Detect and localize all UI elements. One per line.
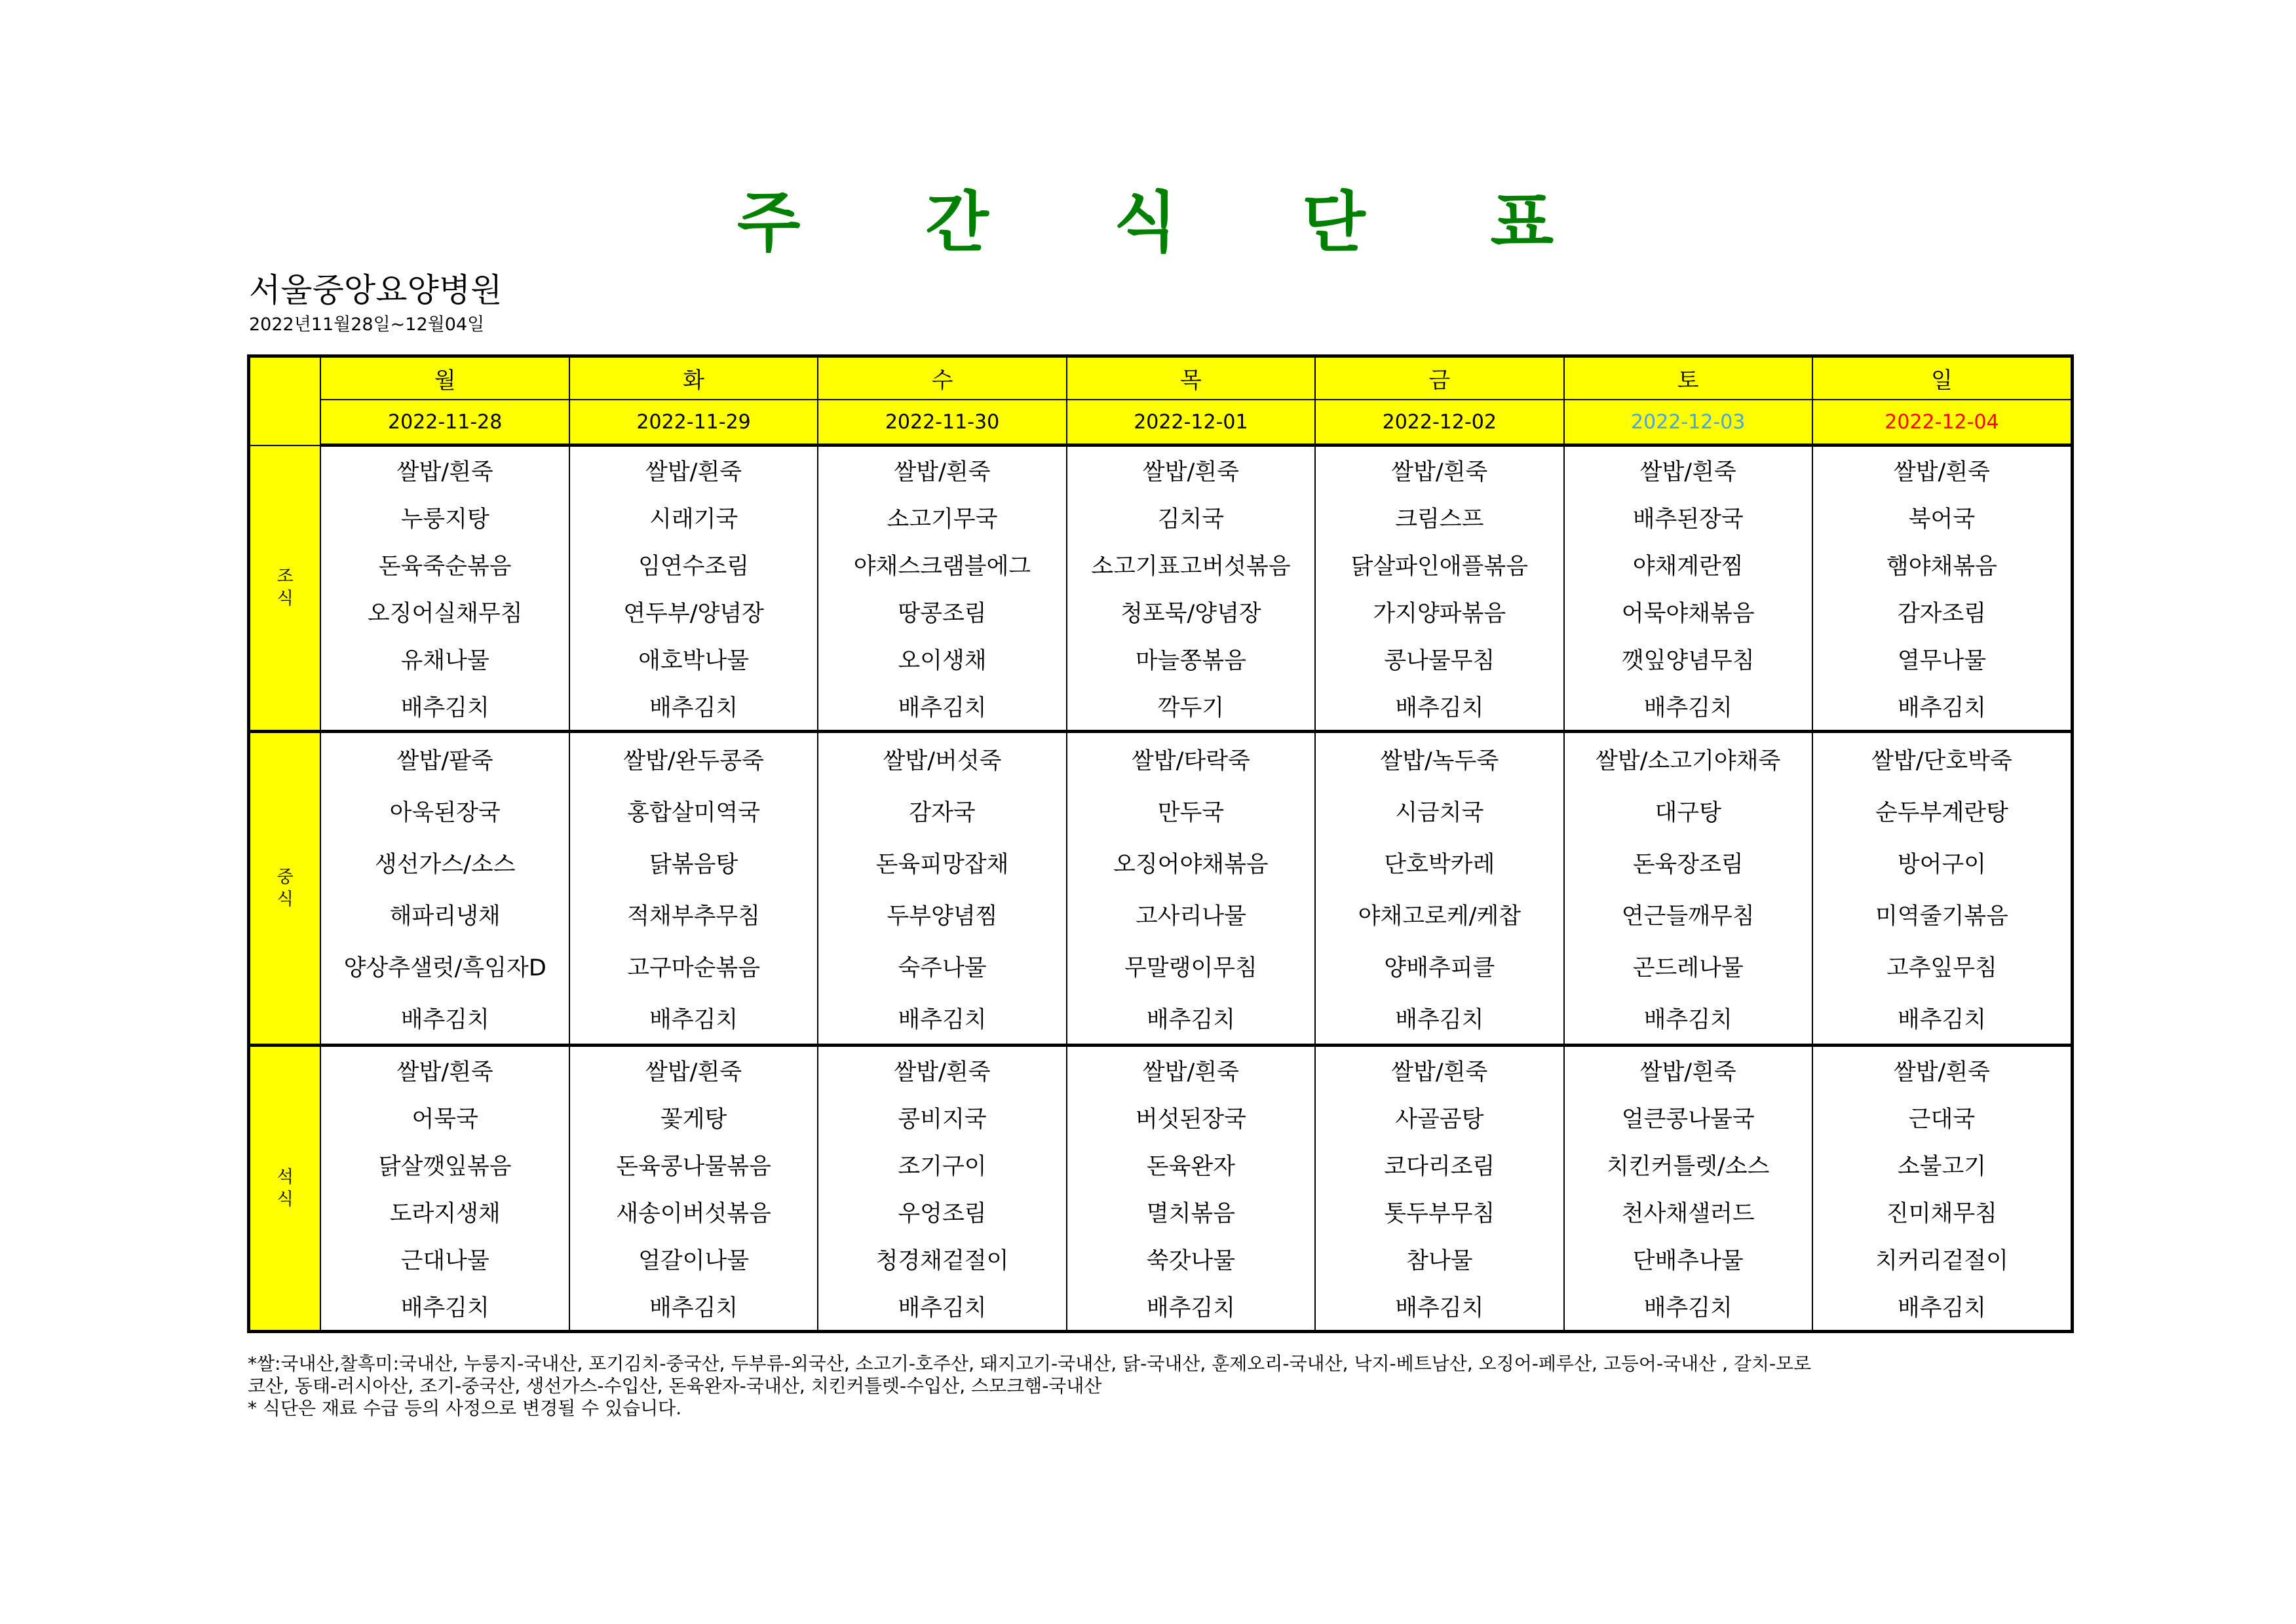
- breakfast-dish-thu: 마늘쫑볶음: [1067, 635, 1315, 683]
- change-disclaimer: * 식단은 재료 수급 등의 사정으로 변경될 수 있습니다.: [248, 1397, 682, 1419]
- dinner-dish-thu: 쌀밥/흰죽: [1067, 1046, 1315, 1095]
- breakfast-dish-fri: 크림스프: [1315, 494, 1563, 541]
- breakfast-dish-mon: 오징어실채무침: [320, 588, 569, 635]
- breakfast-dish-sat: 깻잎양념무침: [1564, 635, 1812, 683]
- dinner-label-char: 석: [277, 1167, 294, 1187]
- dinner-dish-wed: 콩비지국: [818, 1094, 1066, 1141]
- lunch-dish-sun: 배추김치: [1812, 992, 2073, 1046]
- dinner-dish-sun: 소불고기: [1812, 1141, 2073, 1188]
- dinner-dish-row: [249, 1236, 2073, 1283]
- lunch-dish-mon: 생선가스/소스: [320, 837, 569, 888]
- dinner-dish-row: [249, 1283, 2073, 1332]
- dinner-dish-mon: 근대나물: [320, 1236, 569, 1283]
- dinner-dish-wed: 청경채겉절이: [818, 1236, 1066, 1283]
- breakfast-dish-row: [249, 494, 2073, 541]
- date-header-sun: 2022-12-04: [1812, 400, 2073, 445]
- dinner-dish-tue: 새송이버섯볶음: [569, 1188, 818, 1236]
- breakfast-dish-sun: 쌀밥/흰죽: [1812, 445, 2073, 495]
- lunch-dish-sun: 미역줄기볶음: [1812, 888, 2073, 940]
- dinner-dish-mon: 닭살깻잎볶음: [320, 1141, 569, 1188]
- day-header-row: [249, 356, 2073, 400]
- lunch-label-char: 식: [277, 890, 294, 909]
- lunch-dish-wed: 쌀밥/버섯죽: [818, 732, 1066, 785]
- dinner-dish-row: [249, 1141, 2073, 1188]
- breakfast-dish-thu: 소고기표고버섯볶음: [1067, 541, 1315, 588]
- breakfast-dish-wed: 배추김치: [818, 683, 1066, 732]
- breakfast-dish-mon: 배추김치: [320, 683, 569, 732]
- dinner-dish-tue: 꽃게탕: [569, 1094, 818, 1141]
- dinner-dish-row: [249, 1188, 2073, 1236]
- lunch-dish-sun: 순두부계란탕: [1812, 785, 2073, 837]
- lunch-dish-tue: 홍합살미역국: [569, 785, 818, 837]
- lunch-dish-row: [249, 837, 2073, 888]
- lunch-dish-sun: 고추잎무침: [1812, 940, 2073, 992]
- breakfast-label-char: 조: [277, 567, 294, 587]
- breakfast-dish-wed: 소고기무국: [818, 494, 1066, 541]
- dinner-dish-thu: 배추김치: [1067, 1283, 1315, 1332]
- breakfast-dish-thu: 쌀밥/흰죽: [1067, 445, 1315, 495]
- breakfast-dish-thu: 깍두기: [1067, 683, 1315, 732]
- hospital-name: 서울중앙요양병원: [249, 271, 503, 309]
- breakfast-dish-thu: 김치국: [1067, 494, 1315, 541]
- breakfast-dish-tue: 배추김치: [569, 683, 818, 732]
- date-header-tue: 2022-11-29: [569, 400, 818, 445]
- breakfast-dish-row: [249, 683, 2073, 732]
- dinner-dish-fri: 사골곰탕: [1315, 1094, 1563, 1141]
- lunch-dish-sat: 대구탕: [1564, 785, 1812, 837]
- dinner-dish-sun: 근대국: [1812, 1094, 2073, 1141]
- breakfast-dish-tue: 연두부/양념장: [569, 588, 818, 635]
- day-header-sun: 일: [1812, 356, 2073, 400]
- lunch-dish-sat: 쌀밥/소고기야채죽: [1564, 732, 1812, 785]
- day-header-sat: 토: [1564, 356, 1812, 400]
- breakfast-dish-sat: 어묵야채볶음: [1564, 588, 1812, 635]
- lunch-dish-row: [249, 785, 2073, 837]
- lunch-dish-thu: 고사리나물: [1067, 888, 1315, 940]
- date-header-sat: 2022-12-03: [1564, 400, 1812, 445]
- breakfast-dish-tue: 임연수조림: [569, 541, 818, 588]
- lunch-dish-wed: 돈육피망잡채: [818, 837, 1066, 888]
- breakfast-dish-row: [249, 541, 2073, 588]
- breakfast-dish-sat: 야채계란찜: [1564, 541, 1812, 588]
- dinner-dish-sat: 배추김치: [1564, 1283, 1812, 1332]
- breakfast-dish-mon: 누룽지탕: [320, 494, 569, 541]
- dinner-dish-row: [249, 1094, 2073, 1141]
- lunch-dish-tue: 닭볶음탕: [569, 837, 818, 888]
- dinner-dish-sat: 단배추나물: [1564, 1236, 1812, 1283]
- date-header-wed: 2022-11-30: [818, 400, 1066, 445]
- lunch-dish-mon: 양상추샐럿/흑임자D: [320, 940, 569, 992]
- header-corner-cell: [249, 356, 321, 445]
- dinner-dish-mon: 어묵국: [320, 1094, 569, 1141]
- breakfast-dish-fri: 쌀밥/흰죽: [1315, 445, 1563, 495]
- dinner-dish-sun: 치커리겉절이: [1812, 1236, 2073, 1283]
- lunch-dish-row: [249, 732, 2073, 785]
- lunch-dish-fri: 양배추피클: [1315, 940, 1563, 992]
- lunch-dish-fri: 야채고로케/케찹: [1315, 888, 1563, 940]
- breakfast-dish-sat: 배추된장국: [1564, 494, 1812, 541]
- breakfast-label-char: 식: [277, 589, 294, 609]
- dinner-dish-row: [249, 1046, 2073, 1095]
- date-header-fri: 2022-12-02: [1315, 400, 1563, 445]
- dinner-dish-wed: 배추김치: [818, 1283, 1066, 1332]
- date-header-thu: 2022-12-01: [1067, 400, 1315, 445]
- dinner-dish-sat: 천사채샐러드: [1564, 1188, 1812, 1236]
- breakfast-label: [249, 445, 321, 732]
- weekly-menu-table: [247, 354, 2074, 1333]
- breakfast-dish-sat: 쌀밥/흰죽: [1564, 445, 1812, 495]
- lunch-dish-mon: 해파리냉채: [320, 888, 569, 940]
- day-header-tue: 화: [569, 356, 818, 400]
- lunch-dish-fri: 배추김치: [1315, 992, 1563, 1046]
- breakfast-dish-sun: 열무나물: [1812, 635, 2073, 683]
- dinner-dish-fri: 참나물: [1315, 1236, 1563, 1283]
- lunch-label-char: 중: [277, 867, 294, 887]
- breakfast-dish-mon: 유채나물: [320, 635, 569, 683]
- lunch-dish-wed: 감자국: [818, 785, 1066, 837]
- dinner-dish-wed: 쌀밥/흰죽: [818, 1046, 1066, 1095]
- lunch-dish-fri: 시금치국: [1315, 785, 1563, 837]
- lunch-dish-sun: 쌀밥/단호박죽: [1812, 732, 2073, 785]
- day-header-thu: 목: [1067, 356, 1315, 400]
- date-header-row: [249, 400, 2073, 445]
- dinner-dish-sat: 치킨커틀렛/소스: [1564, 1141, 1812, 1188]
- dinner-dish-tue: 쌀밥/흰죽: [569, 1046, 818, 1095]
- breakfast-dish-mon: 돈육죽순볶음: [320, 541, 569, 588]
- dinner-dish-wed: 조기구이: [818, 1141, 1066, 1188]
- dinner-dish-fri: 배추김치: [1315, 1283, 1563, 1332]
- day-header-mon: 월: [320, 356, 569, 400]
- lunch-dish-row: [249, 940, 2073, 992]
- lunch-dish-fri: 단호박카레: [1315, 837, 1563, 888]
- breakfast-dish-wed: 야채스크램블에그: [818, 541, 1066, 588]
- lunch-dish-tue: 고구마순볶음: [569, 940, 818, 992]
- breakfast-dish-sun: 북어국: [1812, 494, 2073, 541]
- dinner-label-char: 식: [277, 1190, 294, 1209]
- breakfast-dish-mon: 쌀밥/흰죽: [320, 445, 569, 495]
- lunch-dish-wed: 배추김치: [818, 992, 1066, 1046]
- dinner-dish-sun: 진미채무침: [1812, 1188, 2073, 1236]
- day-header-fri: 금: [1315, 356, 1563, 400]
- dinner-dish-fri: 쌀밥/흰죽: [1315, 1046, 1563, 1095]
- dinner-dish-thu: 멸치볶음: [1067, 1188, 1315, 1236]
- lunch-dish-wed: 두부양념찜: [818, 888, 1066, 940]
- breakfast-dish-row: [249, 445, 2073, 495]
- breakfast-dish-row: [249, 588, 2073, 635]
- lunch-dish-tue: 쌀밥/완두콩죽: [569, 732, 818, 785]
- dinner-dish-fri: 코다리조림: [1315, 1141, 1563, 1188]
- lunch-dish-row: [249, 992, 2073, 1046]
- breakfast-dish-wed: 쌀밥/흰죽: [818, 445, 1066, 495]
- lunch-dish-sat: 돈육장조림: [1564, 837, 1812, 888]
- lunch-section: [249, 732, 2073, 1046]
- dinner-dish-fri: 톳두부무침: [1315, 1188, 1563, 1236]
- lunch-dish-thu: 무말랭이무침: [1067, 940, 1315, 992]
- day-header-wed: 수: [818, 356, 1066, 400]
- dinner-dish-wed: 우엉조림: [818, 1188, 1066, 1236]
- breakfast-dish-tue: 시래기국: [569, 494, 818, 541]
- origin-note-line: 코산, 동태-러시아산, 조기-중국산, 생선가스-수입산, 돈육완자-국내산, 치킨커틀렛-수입산, 스모크햄-국내산: [248, 1375, 1102, 1397]
- dinner-dish-mon: 배추김치: [320, 1283, 569, 1332]
- notes-section: [248, 1353, 2082, 1420]
- menu-period: 2022년11월28일~12월04일: [249, 314, 485, 335]
- dinner-dish-sun: 배추김치: [1812, 1283, 2073, 1332]
- lunch-dish-wed: 숙주나물: [818, 940, 1066, 992]
- lunch-dish-sat: 연근들깨무침: [1564, 888, 1812, 940]
- page-title: 주 간 식 단 표: [737, 184, 1605, 261]
- breakfast-section: [249, 445, 2073, 732]
- date-header-mon: 2022-11-28: [320, 400, 569, 445]
- lunch-dish-fri: 쌀밥/녹두죽: [1315, 732, 1563, 785]
- lunch-dish-thu: 만두국: [1067, 785, 1315, 837]
- breakfast-dish-sun: 햄야채볶음: [1812, 541, 2073, 588]
- lunch-dish-row: [249, 888, 2073, 940]
- breakfast-dish-fri: 배추김치: [1315, 683, 1563, 732]
- breakfast-dish-tue: 쌀밥/흰죽: [569, 445, 818, 495]
- lunch-dish-sun: 방어구이: [1812, 837, 2073, 888]
- dinner-dish-sat: 얼큰콩나물국: [1564, 1094, 1812, 1141]
- lunch-dish-mon: 배추김치: [320, 992, 569, 1046]
- lunch-dish-thu: 배추김치: [1067, 992, 1315, 1046]
- dinner-dish-mon: 쌀밥/흰죽: [320, 1046, 569, 1095]
- breakfast-dish-wed: 오이생채: [818, 635, 1066, 683]
- dinner-dish-tue: 배추김치: [569, 1283, 818, 1332]
- dinner-dish-thu: 쑥갓나물: [1067, 1236, 1315, 1283]
- dinner-label: [249, 1046, 321, 1332]
- dinner-dish-thu: 돈육완자: [1067, 1141, 1315, 1188]
- lunch-dish-tue: 적채부추무침: [569, 888, 818, 940]
- dinner-section: [249, 1046, 2073, 1332]
- dinner-dish-tue: 얼갈이나물: [569, 1236, 818, 1283]
- lunch-label: [249, 732, 321, 1046]
- breakfast-dish-thu: 청포묵/양념장: [1067, 588, 1315, 635]
- lunch-dish-tue: 배추김치: [569, 992, 818, 1046]
- breakfast-dish-sun: 배추김치: [1812, 683, 2073, 732]
- lunch-dish-sat: 배추김치: [1564, 992, 1812, 1046]
- breakfast-dish-sat: 배추김치: [1564, 683, 1812, 732]
- lunch-dish-mon: 쌀밥/팥죽: [320, 732, 569, 785]
- breakfast-dish-fri: 닭살파인애플볶음: [1315, 541, 1563, 588]
- origin-note-line: *쌀:국내산,찰흑미:국내산, 누룽지-국내산, 포기김치-중국산, 두부류-외국산, 소고기-호주산, 돼지고기-국내산, 닭-국내산, 훈제오리-국내산, 낙지-베트남산, 오징어-페루산, 고등어-국내산 , 갈치-모로: [248, 1353, 1812, 1374]
- lunch-dish-mon: 아욱된장국: [320, 785, 569, 837]
- breakfast-dish-sun: 감자조림: [1812, 588, 2073, 635]
- dinner-dish-tue: 돈육콩나물볶음: [569, 1141, 818, 1188]
- breakfast-dish-fri: 콩나물무침: [1315, 635, 1563, 683]
- dinner-dish-thu: 버섯된장국: [1067, 1094, 1315, 1141]
- lunch-dish-sat: 곤드레나물: [1564, 940, 1812, 992]
- breakfast-dish-wed: 땅콩조림: [818, 588, 1066, 635]
- breakfast-dish-fri: 가지양파볶음: [1315, 588, 1563, 635]
- dinner-dish-sun: 쌀밥/흰죽: [1812, 1046, 2073, 1095]
- lunch-dish-thu: 오징어야채볶음: [1067, 837, 1315, 888]
- breakfast-dish-row: [249, 635, 2073, 683]
- lunch-dish-thu: 쌀밥/타락죽: [1067, 732, 1315, 785]
- dinner-dish-mon: 도라지생채: [320, 1188, 569, 1236]
- breakfast-dish-tue: 애호박나물: [569, 635, 818, 683]
- dinner-dish-sat: 쌀밥/흰죽: [1564, 1046, 1812, 1095]
